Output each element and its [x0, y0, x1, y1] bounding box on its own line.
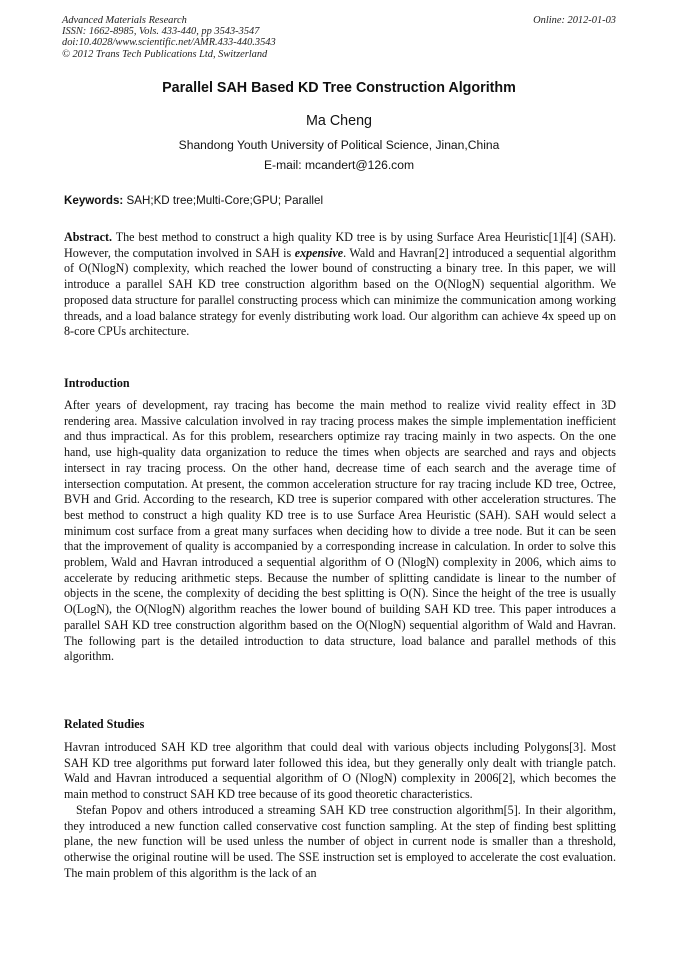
related-paragraph-2: Stefan Popov and others introduced a streaming SAH KD tree construction algorithm[5]. In their algorithm, they introduced a new function called conservative cost function sampling. At the step of finding best splitting plane, the new function will be used unless the number of object in current node is smaller than a threshold, otherwise the original routine will be used. The SSE instruction set is employed to accelerate the cost evaluation. The main problem of this algorithm is the lack of an — [64, 802, 616, 880]
related-paragraph-1: Havran introduced SAH KD tree algorithm that could deal with various objects including Polygons[3]. Most SAH KD tree algorithms put forward later followed this idea, but they generally only dealt with triangle patch. Wald and Havran introduced a sequential algorithm of O (NlogN) complexity in 2006[2], which becomes the main method to construct SAH KD tree because of its good theoretic characteristics. — [64, 740, 616, 802]
abstract — [64, 230, 616, 340]
author-email: E-mail: mcandert@126.com — [263, 158, 415, 172]
copyright-line: © 2012 Trans Tech Publications Ltd, Switzerland — [62, 48, 268, 60]
abstract-emphasis: expensive — [294, 245, 344, 260]
affiliation: Shandong Youth University of Political Science, Jinan,China — [178, 138, 500, 152]
author-name: Ma Cheng — [306, 113, 372, 129]
keywords — [64, 194, 616, 207]
keywords-label: Keywords: — [64, 194, 124, 207]
introduction-paragraph: After years of development, ray tracing has become the main method to realize vivid reality effect in 3D rendering area. Massive calculation involved in ray tracing process makes the simple implementation inefficient and thus impractical. As for this problem, researchers optimize ray tracing mainly in two aspects. On the one hand, use high-quality data organization to reduce the times when objects are searched and rays and objects intersect in ray tracing process. On the other hand, decrease time of each search and the average time of intersection computation. At present, the common acceleration structure for ray tracing include KD tree, Octree, BVH and Grid. According to the research, KD tree is superior compared with other acceleration structures. The best method to construct a high quality KD tree is to use Surface Area Heuristic (SAH). SAH would select a minimum cost surface from a great many surfaces when deciding how to divide a tree node. But it can be seen that the improvement of quality is accompanied by a corresponding increase in calculation. In order to solve this problem, Wald and Havran introduced a sequential algorithm of O (NlogN) complexity in 2006, which aims to accelerate by reducing arithmetic steps. Because the number of splitting candidate is linear to the number of objects in the scene, the complexity of deciding the best splitting is O(N). Since the height of the tree is usually O(LogN), the O(NlogN) algorithm reaches the lower bound of building SAH KD tree. This paper introduces a parallel SAH KD tree construction algorithm based on the O(NlogN) sequential algorithm of Wald and Havran. The following part is the detailed introduction to data structure, load balance and parallel methods of this algorithm. — [64, 398, 616, 664]
related-studies-body — [64, 740, 616, 881]
keywords-text: SAH;KD tree;Multi-Core;GPU; Parallel — [126, 194, 324, 207]
paper-title: Parallel SAH Based KD Tree Construction Algorithm — [162, 80, 516, 96]
doi-line: doi:10.4028/www.scientific.net/AMR.433-440.3543 — [62, 37, 276, 49]
journal-header — [62, 15, 618, 60]
journal-name: Advanced Materials Research — [62, 15, 187, 26]
online-date: Online: 2012-01-03 — [533, 15, 616, 26]
abstract-text-1: The best method to construct a high quality KD tree is by using Surface Area Heuristic[1][4] (SAH). However, the computation involved in SAH is — [64, 230, 616, 260]
introduction-body — [64, 398, 616, 665]
issn-line: ISSN: 1662-8985, Vols. 433-440, pp 3543-3547 — [62, 26, 260, 38]
introduction-heading: Introduction — [64, 376, 130, 390]
related-studies-heading: Related Studies — [64, 717, 145, 731]
abstract-text-2: . Wald and Havran[2] introduced a sequential algorithm of O(NlogN) complexity, which reached the lower bound of constructing a binary tree. In this paper, we will introduce a parallel SAH KD tree construction algorithm based on the O(NlogN) sequential algorithm. We proposed data structure for parallel constructing process which can minimize the communication among working threads, and a load balance strategy for evenly distributing work load. Our algorithm can achieve 4x speed up on 8-core CPUs architecture. — [64, 245, 616, 339]
abstract-label: Abstract. — [64, 230, 113, 244]
